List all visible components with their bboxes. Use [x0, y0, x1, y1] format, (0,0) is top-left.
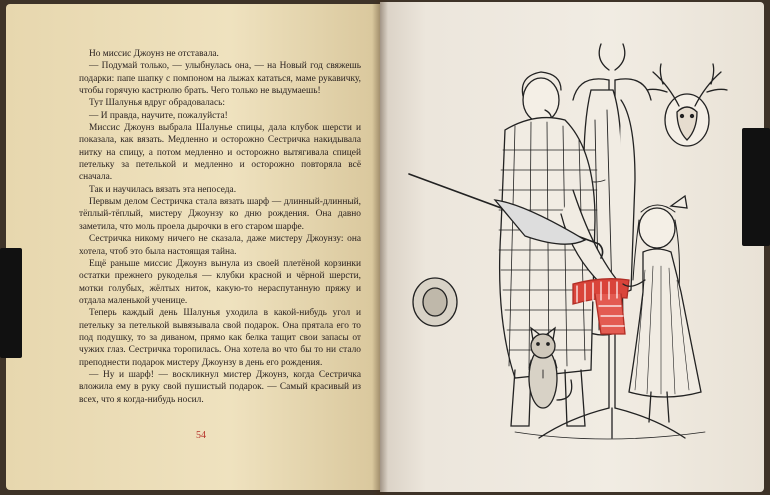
story-illustration [395, 40, 745, 450]
paragraph: Ещё раньше миссис Джоунз вынула из своей плетёной корзинки остатки прежнего рукоделья — клубки красной и чёрной шерсти, мотки голубых, жёлтых ниток, какую-то нераспутанную пряжу и отдала маленькой ученице. [79, 258, 361, 306]
paragraph: — Подумай только, — улыбнулась она, — на Новый год свяжешь подарки: папе шапку с помпоном на лыжах кататься, маме рукавичку, чтобы горячую кастрюлю брать. Чего только не выдумаешь! [79, 61, 361, 97]
binder-clip-left [0, 248, 22, 358]
paragraph: Первым делом Сестричка стала вязать шарф — длинный-длинный, тёплый-тёплый, мистеру Джоунзу ко дню рождения. Она давно заметила, что моль проела дырочки в его старом шарфе. [79, 197, 361, 232]
paragraph: — Ну и шарф! — воскликнул мистер Джоунз, когда Сестричка вложила ему в руку свой пушистый подарок. — Самый красивый из всех, что я когда-нибудь носил. [79, 369, 361, 405]
paragraph: Но миссис Джоунз не отставала. [89, 49, 219, 59]
paragraph: Теперь каждый день Шалунья уходила в какой-нибудь угол и петельку за петелькой вывязывала свой подарок. Она прятала его то под подушку, то за диваном, прямо как белка тащит свои запасы от чужих глаз. Сестричка торопилась. Она хотела во что бы то ни стало преподнести подарок мистеру Джоунзу в день его рождения. [79, 308, 361, 368]
story-text [79, 48, 361, 406]
binder-clip-right [742, 128, 770, 246]
paragraph: Тут Шалунья вдруг обрадовалась: [89, 98, 225, 109]
paragraph: Миссис Джоунз выбрала Шалунье спицы, дала клубок шерсти и показала, как вязать. Медленно и осторожно Сестричка накидывала нитку на спицу, а потом медленно и осторожно вытягивала спицей петельку за петелькой и медленно и осторожно повторяла всё сначала. [79, 123, 361, 183]
paragraph: Так и научилась вязать эта непоседа. [89, 184, 237, 195]
deer-trophy-icon [647, 64, 727, 146]
book-spine [372, 0, 388, 495]
page-number: 54 [196, 430, 206, 441]
paragraph: Сестричка никому ничего не сказала, даже мистеру Джоунзу: она хотела, чтоб это была настоящая тайна. [79, 234, 361, 257]
girl-figure [623, 196, 701, 422]
paragraph: — И правда, научите, пожалуйста! [89, 110, 228, 121]
